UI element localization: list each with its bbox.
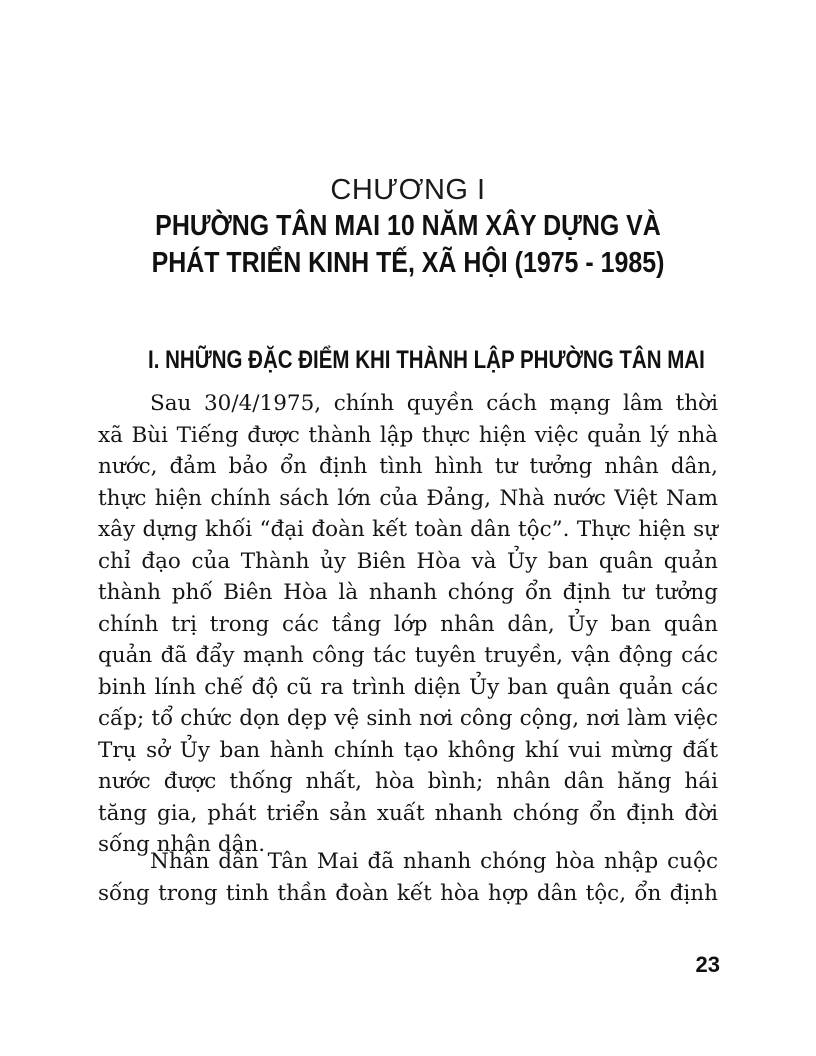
section-heading: I. NHỮNG ĐẶC ĐIỂM KHI THÀNH LẬP PHƯỜNG TÂN MAI (148, 346, 705, 374)
chapter-title-line: PHƯỜNG TÂN MAI 10 NĂM XÂY DỰNG VÀ (155, 210, 661, 242)
text-line: nước được thống nhất, hòa bình; nhân dân hăng hái (98, 769, 718, 794)
text-line: chỉ đạo của Thành ủy Biên Hòa và Ủy ban quân quản (98, 548, 718, 574)
text-line: cấp; tổ chức dọn dẹp vệ sinh nơi công cộng, nơi làm việc (98, 706, 718, 731)
page-number: 23 (695, 952, 720, 977)
text-line: nước, đảm bảo ổn định tình hình tư tưởng nhân dân, (98, 454, 718, 479)
text-line: sống trong tinh thần đoàn kết hòa hợp dân tộc, ổn định (98, 880, 718, 906)
text-line: chính trị trong các tầng lớp nhân dân, Ủy ban quân (98, 611, 718, 637)
text-line: binh lính chế độ cũ ra trình diện Ủy ban quân quản các (98, 674, 718, 700)
text-line: Nhân dân Tân Mai đã nhanh chóng hòa nhập cuộc (150, 849, 718, 874)
paragraph (98, 846, 718, 909)
text-line: thực hiện chính sách lớn của Đảng, Nhà nước Việt Nam (98, 485, 718, 511)
chapter-title-line: PHÁT TRIỂN KINH TẾ, XÃ HỘI (1975 - 1985) (151, 247, 665, 279)
text-line: Sau 30/4/1975, chính quyền cách mạng lâm thời (150, 391, 718, 416)
chapter-label: CHƯƠNG I (330, 174, 486, 206)
text-line: Trụ sở Ủy ban hành chính tạo không khí vui mừng đất (98, 737, 718, 763)
text-line: quản đã đẩy mạnh công tác tuyên truyền, vận động các (98, 643, 718, 668)
text-line: sống nhân dân. (98, 832, 266, 857)
paragraph (98, 388, 718, 861)
text-line: thành phố Biên Hòa là nhanh chóng ổn định tư tưởng (98, 580, 718, 605)
text-line: tăng gia, phát triển sản xuất nhanh chóng ổn định đời (98, 800, 718, 826)
text-line: xây dựng khối “đại đoàn kết toàn dân tộc”. Thực hiện sự (98, 517, 718, 542)
text-line: xã Bùi Tiếng được thành lập thực hiện việc quản lý nhà (98, 422, 718, 448)
chapter-title (57, 208, 759, 282)
